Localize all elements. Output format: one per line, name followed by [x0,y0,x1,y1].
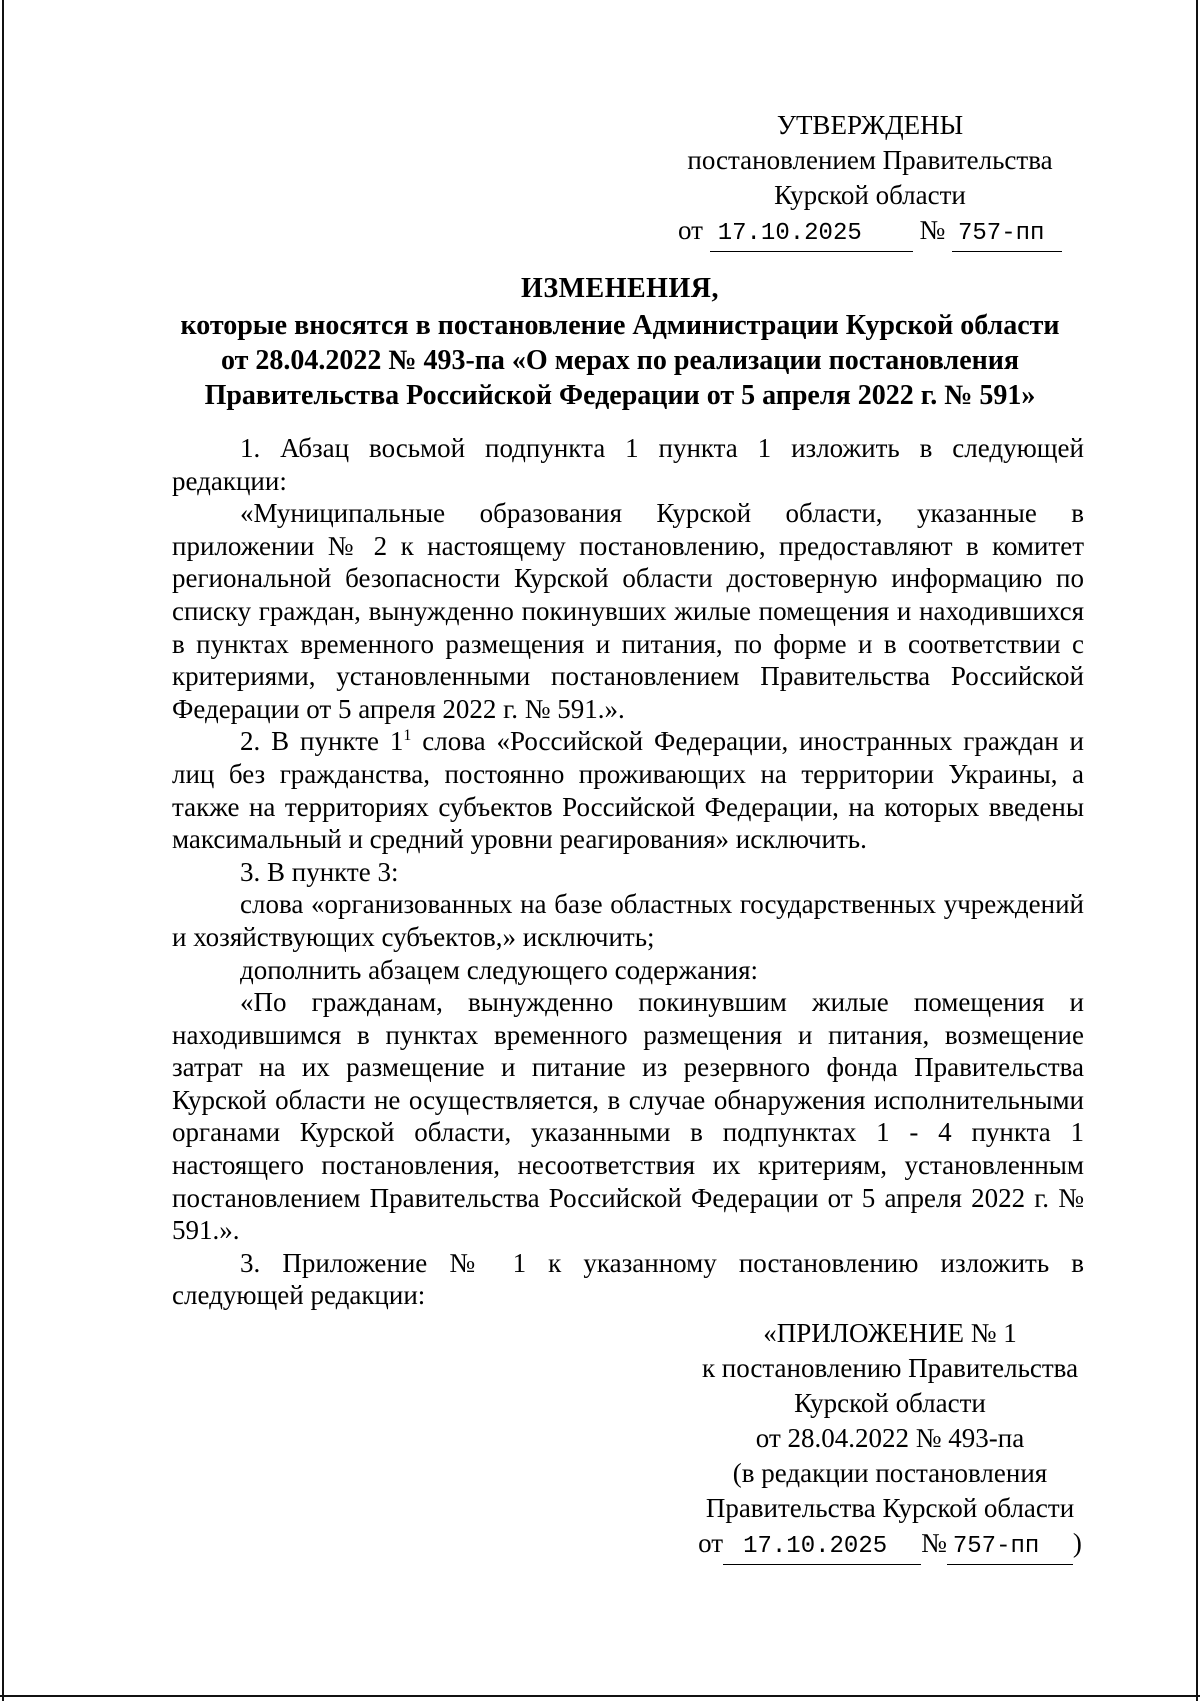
page-border-bottom [0,1695,1200,1697]
approval-date: 17.10.2025 [710,216,913,252]
approval-number: 757-пп [952,216,1062,252]
paragraph-7: «По гражданам, вынужденно покинувшим жилые помещения и находившимся в пунктах временного размещения и питания, возмещение затрат на их размещение и питание из резервного фонда Правительства Курской области не осуществляется, в случае обнаружения исполнительными органами Курской области, указанными в подпунктах 1 - 4 пункта 1 настоящего постановления, несоответствия их критериям, установленным постановлением Правительства Российской Федерации от 5 апреля 2022 г. № 591.». [172,987,1084,1246]
approval-date-line [660,213,1080,252]
appendix-number-label: № [921,1528,947,1558]
paragraph-1: 1. Абзац восьмой подпункта 1 пункта 1 изложить в следующей редакции: [172,433,1084,496]
paragraph-3-start: 2. В пункте 1 [240,726,404,757]
approval-line-3: Курской области [774,180,966,210]
approval-block [660,108,1080,252]
title-line-1: которые вносятся в постановление Администрации Курской области [180,310,1060,341]
appendix-line-4: от 28.04.2022 № 493-па [755,1423,1025,1453]
appendix-line-3: Курской области [794,1388,986,1418]
title-line-3: Правительства Российской Федерации от 5 апреля 2022 г. № 591» [204,380,1036,411]
paragraph-5: слова «организованных на базе областных государственных учреждений и хозяйствующих субъектов,» исключить; [172,889,1084,952]
page-border-left [2,0,4,1701]
page-border-right [1196,0,1198,1701]
appendix-from-label: от [698,1528,724,1558]
appendix-line-5: (в редакции постановления [732,1458,1048,1488]
paragraph-3 [172,725,1084,855]
title-line-2: от 28.04.2022 № 493-па «О мерах по реализации постановления [220,345,1020,376]
appendix-date: 17.10.2025 [723,1529,921,1565]
appendix-number: 757-пп [947,1529,1073,1565]
document-title [130,271,1110,413]
approval-line-2: постановлением Правительства [687,145,1053,175]
paragraph-4: 3. В пункте 3: [240,856,399,887]
appendix-heading: «ПРИЛОЖЕНИЕ № 1 [763,1318,1017,1348]
appendix-block [680,1316,1100,1565]
appendix-date-line [680,1526,1100,1565]
approval-number-label: № [919,215,946,245]
approval-heading: УТВЕРЖДЕНЫ [776,110,964,140]
document-body [172,432,1084,1312]
paragraph-8: 3. Приложение № 1 к указанному постановлению изложить в следующей редакции: [172,1247,1084,1311]
title-heading: ИЗМЕНЕНИЯ, [521,273,719,304]
paragraph-3-superscript: 1 [403,727,412,745]
approval-from-label: от [678,215,703,245]
paragraph-6: дополнить абзацем следующего содержания: [240,954,759,985]
paragraph-3-rest: слова «Российской Федерации, иностранных граждан и лиц без гражданства, постоянно проживающих на территории Украины, а также на территориях субъектов Российской Федерации, на которых введены максимальный и средний уровни реагирования» исключить. [172,726,1084,855]
paragraph-2: «Муниципальные образования Курской области, указанные в приложении № 2 к настоящему постановлению, предоставляют в комитет региональной безопасности Курской области достоверную информацию по списку граждан, вынужденно покинувших жилые помещения и находившихся в пунктах временного размещения и питания, по форме и в соответствии с критериями, установленными постановлением Правительства Российской Федерации от 5 апреля 2022 г. № 591.». [172,498,1084,724]
appendix-line-2: к постановлению Правительства [701,1353,1079,1383]
appendix-line-6: Правительства Курской области [705,1493,1075,1523]
appendix-close-paren: ) [1072,1528,1082,1558]
